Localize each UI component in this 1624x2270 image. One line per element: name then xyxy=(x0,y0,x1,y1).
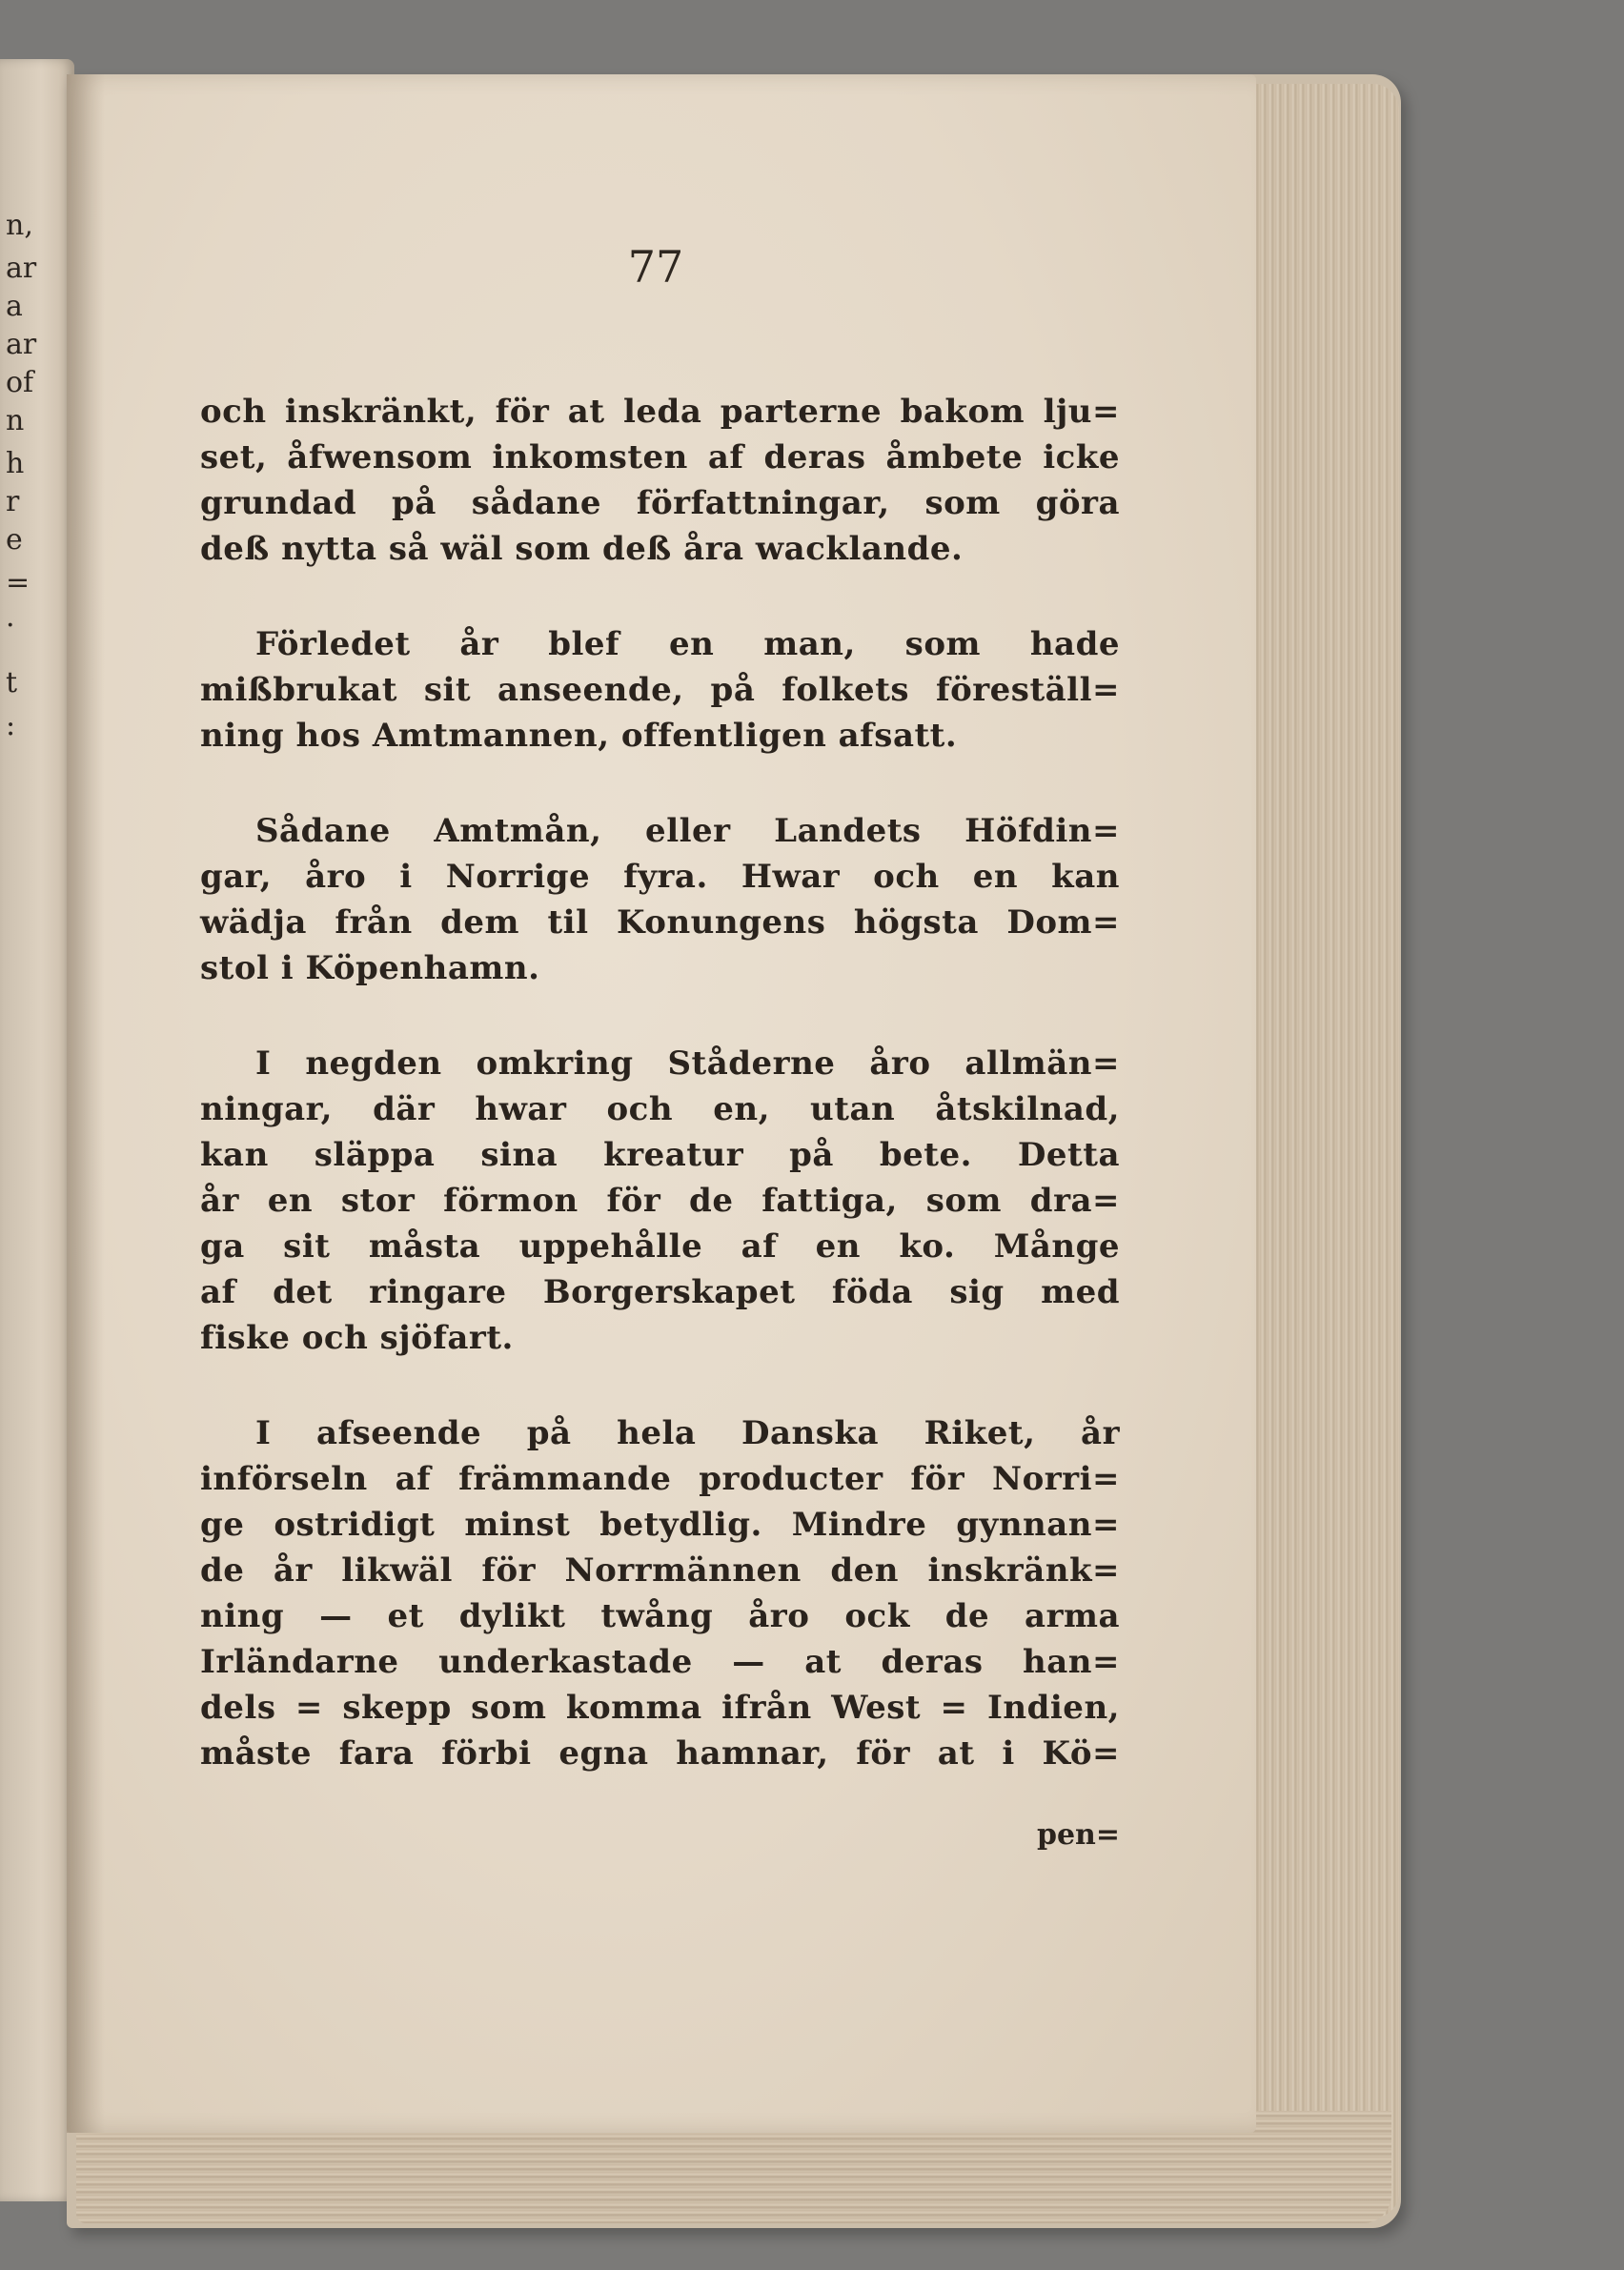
previous-page-fragment: ar xyxy=(6,328,37,361)
text-line: grundad på sådane författningar, som göra xyxy=(200,484,1120,522)
gutter-shadow xyxy=(67,74,105,2133)
previous-page-fragment: : xyxy=(6,709,16,742)
previous-page-edge xyxy=(0,59,74,2201)
previous-page-fragment: n, xyxy=(6,209,33,242)
text-line: dels = skepp som komma ifrån West = Indien, xyxy=(200,1689,1120,1727)
text-line: Sådane Amtmån, eller Landets Höfdin= xyxy=(255,812,1120,850)
text-line: kan släppa sina kreatur på bete. Detta xyxy=(200,1136,1120,1174)
previous-page-fragment: · xyxy=(6,609,15,642)
text-line: wädja från dem til Konungens högsta Dom= xyxy=(200,903,1120,942)
paragraph xyxy=(200,389,1120,572)
text-line: ge ostridigt minst betydlig. Mindre gynnan= xyxy=(200,1506,1120,1544)
text-line: deß nytta så wäl som deß åra wacklande. xyxy=(200,530,964,568)
book-page xyxy=(67,74,1256,2133)
previous-page-fragment: a xyxy=(6,290,23,323)
text-line: ning hos Amtmannen, offentligen afsatt. xyxy=(200,717,958,755)
text-line: I negden omkring Ståderne åro allmän= xyxy=(255,1044,1120,1083)
previous-page-fragment: e xyxy=(6,523,23,557)
text-line: fiske och sjöfart. xyxy=(200,1319,514,1357)
text-line: år en stor förmon för de fattiga, som dra= xyxy=(200,1182,1120,1220)
text-line: de år likwäl för Norrmännen den inskränk= xyxy=(200,1551,1120,1590)
previous-page-fragment: h xyxy=(6,447,25,480)
text-line: införseln af främmande producter för Norri= xyxy=(200,1460,1120,1498)
text-line: mißbrukat sit anseende, på folkets föreställ= xyxy=(200,671,1120,709)
text-line: ningar, där hwar och en, utan åtskilnad, xyxy=(200,1090,1120,1128)
text-line: gar, åro i Norrige fyra. Hwar och en kan xyxy=(200,858,1120,896)
text-line: I afseende på hela Danska Riket, år xyxy=(255,1414,1120,1452)
text-line: ning — et dylikt twång åro ock de arma xyxy=(200,1597,1120,1635)
previous-page-fragment: n xyxy=(6,404,25,437)
previous-page-fragment: ar xyxy=(6,252,37,285)
paragraph xyxy=(200,1041,1120,1361)
text-line: Irländarne underkastade — at deras han= xyxy=(200,1643,1120,1681)
paragraph xyxy=(200,1410,1120,1776)
body-text xyxy=(200,389,1120,1826)
text-line: ga sit måsta uppehålle af en ko. Månge xyxy=(200,1227,1120,1266)
text-line: måste fara förbi egna hamnar, för at i Kö= xyxy=(200,1734,1120,1773)
catchword: pen= xyxy=(1036,1818,1120,1852)
text-line: set, åfwensom inkomsten af deras åmbete icke xyxy=(200,438,1120,476)
previous-page-fragment: = xyxy=(6,566,30,599)
text-line: och inskränkt, för at leda parterne bakom lju= xyxy=(200,393,1120,431)
text-line: af det ringare Borgerskapet föda sig med xyxy=(200,1273,1120,1311)
previous-page-fragment: r xyxy=(6,485,20,518)
text-line: stol i Köpenhamn. xyxy=(200,949,540,987)
paragraph xyxy=(200,621,1120,759)
text-line: Förledet år blef en man, som hade xyxy=(255,625,1120,663)
paragraph xyxy=(200,808,1120,991)
previous-page-fragment: t xyxy=(6,666,18,699)
previous-page-fragment: of xyxy=(6,366,34,399)
page-number: 77 xyxy=(627,241,684,293)
